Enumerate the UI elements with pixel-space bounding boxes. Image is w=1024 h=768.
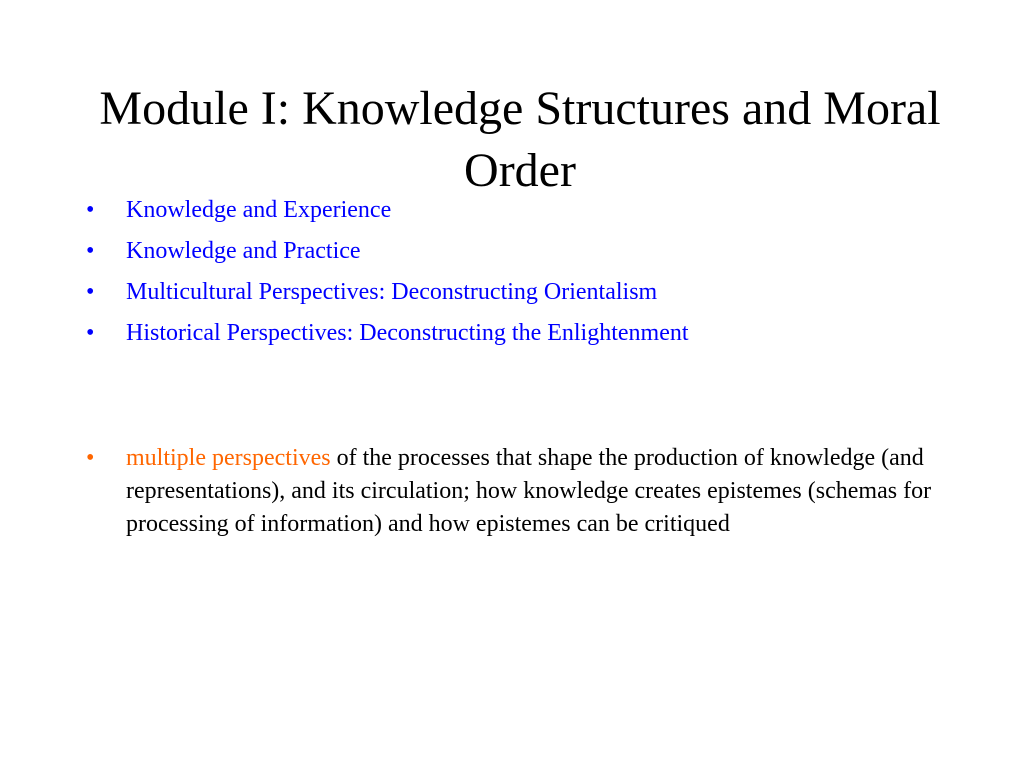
topic-text: Knowledge and Practice <box>126 238 361 264</box>
topic-text: Historical Perspectives: Deconstructing the Enlightenment <box>126 320 689 346</box>
bullet-icon: • <box>86 197 95 223</box>
topic-item <box>86 278 946 306</box>
topic-text: Knowledge and Experience <box>126 197 392 223</box>
bullet-icon: • <box>86 279 95 305</box>
bullet-icon: • <box>86 238 95 264</box>
bullet-icon: • <box>86 320 95 346</box>
summary-item <box>86 442 946 541</box>
topic-list <box>86 196 946 360</box>
topic-item <box>86 237 946 265</box>
summary-text: of the processes that shape the production of knowledge (and representations), and its circulation; how knowledge creates epistemes (schemas for processing of information) and how epistemes can be critiqued <box>126 445 932 537</box>
topic-item <box>86 196 946 224</box>
topic-item <box>86 319 946 347</box>
slide-title: Module I: Knowledge Structures and Moral Order <box>99 82 941 197</box>
summary-list <box>86 442 946 541</box>
topic-text: Multicultural Perspectives: Deconstructing Orientalism <box>126 279 658 305</box>
summary-highlight: multiple perspectives <box>126 445 331 471</box>
bullet-icon: • <box>86 445 95 471</box>
